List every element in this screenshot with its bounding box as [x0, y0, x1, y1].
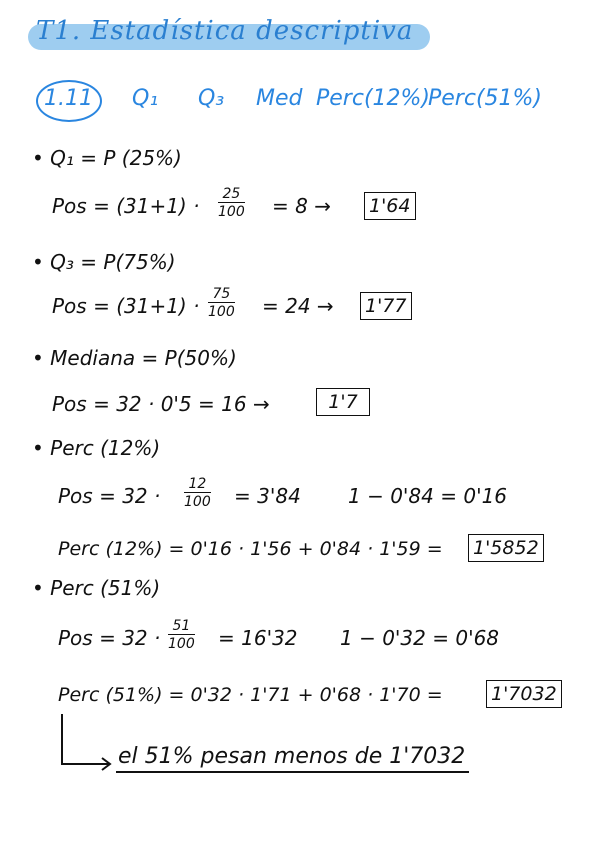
- conclusion-text: el 51% pesan menos de 1'7032: [116, 744, 469, 773]
- perc12-frac-den: 100: [184, 494, 211, 510]
- perc51-pos-rhs: = 16'32: [218, 626, 298, 650]
- perc12-frac-num: 12: [184, 476, 211, 493]
- page-title: T1. Estadística descriptiva: [36, 16, 414, 46]
- exercise-item-q1: Q₁: [132, 86, 159, 111]
- perc51-fraction: [168, 618, 195, 652]
- exercise-number: 1.11: [44, 86, 93, 111]
- q3-result-box: 1'77: [360, 292, 412, 320]
- q3-pos-rhs: = 24 →: [262, 294, 334, 318]
- median-pos: Pos = 32 · 0'5 = 16 →: [52, 392, 270, 416]
- q3-frac-den: 100: [208, 304, 235, 320]
- exercise-item-perc12: Perc(12%): [316, 86, 431, 111]
- q3-pos-lhs: Pos = (31+1) ·: [52, 294, 200, 318]
- perc51-pos-lhs: Pos = 32 ·: [58, 626, 161, 650]
- exercise-item-med: Med: [256, 86, 303, 111]
- perc12-calc: Perc (12%) = 0'16 · 1'56 + 0'84 · 1'59 =: [58, 538, 443, 560]
- perc12-pos-lhs: Pos = 32 ·: [58, 484, 161, 508]
- perc12-heading: • Perc (12%): [32, 436, 161, 460]
- q1-result-box: 1'64: [364, 192, 416, 220]
- perc51-calc: Perc (51%) = 0'32 · 1'71 + 0'68 · 1'70 =: [58, 684, 443, 706]
- exercise-item-perc51: Perc(51%): [428, 86, 543, 111]
- q3-heading: • Q₃ = P(75%): [32, 250, 176, 274]
- perc51-frac-den: 100: [168, 636, 195, 652]
- q1-fraction: [218, 186, 245, 220]
- median-result-box: 1'7: [316, 388, 370, 416]
- exercise-item-q3: Q₃: [198, 86, 225, 111]
- q1-pos-lhs: Pos = (31+1) ·: [52, 194, 200, 218]
- perc51-side-calc: 1 − 0'32 = 0'68: [340, 626, 500, 650]
- q1-pos-rhs: = 8 →: [272, 194, 331, 218]
- perc51-result-box: 1'7032: [486, 680, 562, 708]
- q1-heading: • Q₁ = P (25%): [32, 146, 182, 170]
- median-heading: • Mediana = P(50%): [32, 346, 237, 370]
- q1-frac-num: 25: [218, 186, 245, 203]
- perc51-heading: • Perc (51%): [32, 576, 161, 600]
- conclusion-arrow: [58, 712, 118, 772]
- q3-fraction: [208, 286, 235, 320]
- perc51-frac-num: 51: [168, 618, 195, 635]
- perc12-result-box: 1'5852: [468, 534, 544, 562]
- perc12-fraction: [184, 476, 211, 510]
- perc12-side-calc: 1 − 0'84 = 0'16: [348, 484, 508, 508]
- perc12-pos-rhs: = 3'84: [234, 484, 301, 508]
- q3-frac-num: 75: [208, 286, 235, 303]
- q1-frac-den: 100: [218, 204, 245, 220]
